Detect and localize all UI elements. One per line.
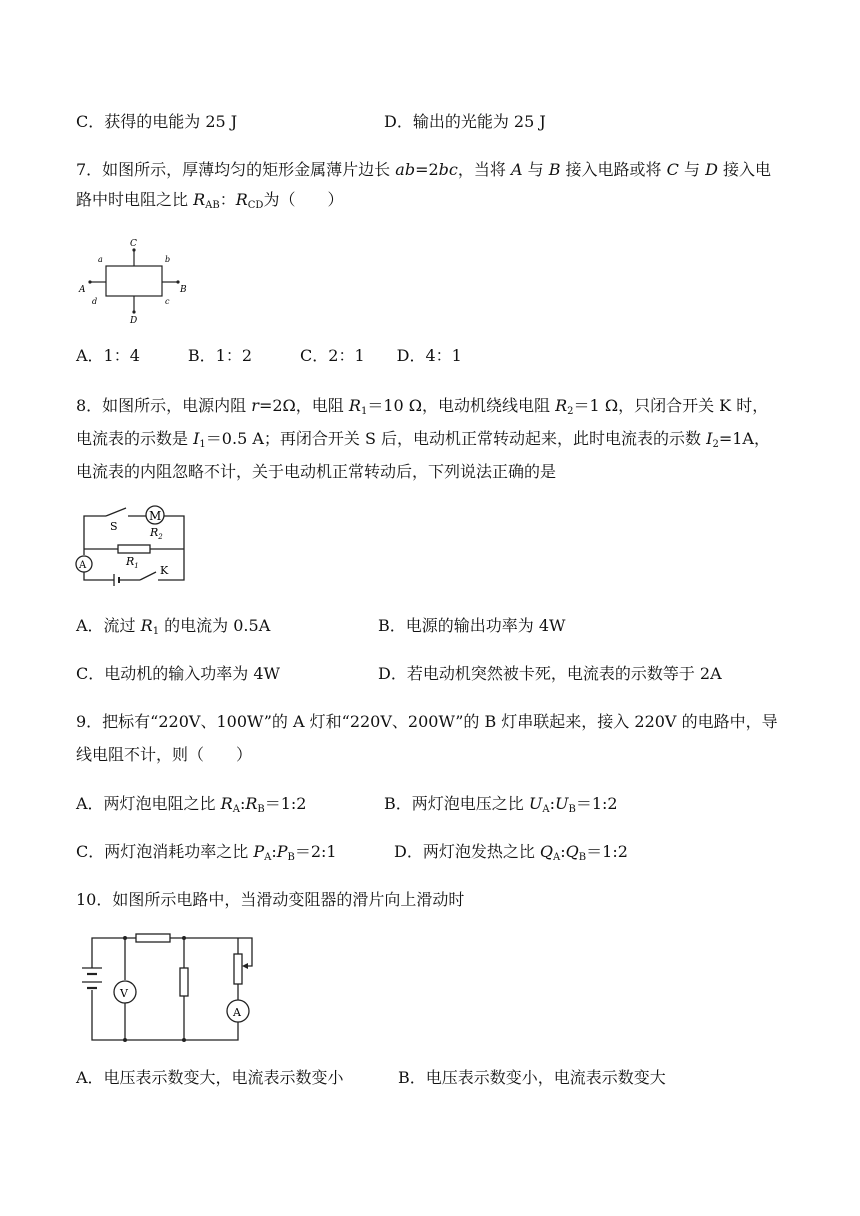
q8-circuit-figure [74, 500, 194, 590]
q10-ammeter-label: A [233, 1006, 241, 1019]
q6-option-c: C．获得的电能为 25 J [76, 112, 238, 131]
q9-option-a: A．两灯泡电阻之比 $R_A:R_B=1:2$ [76, 794, 307, 815]
q8-option-a: A．流过 $R_1$ 的电流为 0.5A [76, 616, 271, 637]
q7-label-a-upper: A [79, 285, 86, 295]
q6-option-d: D．输出的光能为 25 J [384, 112, 546, 131]
q9-option-b: B．两灯泡电压之比 $U_A:U_B=1:2$ [384, 794, 618, 815]
q7-label-b-upper: B [180, 285, 187, 295]
q8-option-b: B．电源的输出功率为 4W [378, 616, 566, 635]
q8-switch-s-label: S [110, 520, 118, 533]
q7-options: A．1：4 B．1：2 C．2：1 D．4：1 [76, 346, 462, 365]
q9-option-d: D．两灯泡发热之比 $Q_A:Q_B=1:2$ [394, 842, 628, 863]
q8-stem-line3: 电流表的内阻忽略不计，关于电动机正常转动后，下列说法正确的是 [76, 462, 557, 481]
q8-r1-label: $R_1$ [126, 555, 139, 570]
q9-stem-line1: 9．把标有“220V、100W”的 A 灯和“220V、200W”的 B 灯串联起来，接入 220V 的电路中，导 [76, 712, 778, 731]
q8-r2-label: $R_2$ [150, 526, 163, 541]
q8-option-d: D．若电动机突然被卡死，电流表的示数等于 2A [378, 664, 722, 683]
q8-switch-k-label: K [160, 564, 169, 577]
q8-stem-line1: 8．如图所示，电源内阻 r=2Ω，电阻 $R_1=10$ Ω，电动机绕线电阻 $R_2=1$ Ω，只闭合开关 K 时， [76, 396, 769, 417]
q7-label-c-lower: c [165, 297, 170, 306]
q7-label-c-upper: C [130, 239, 137, 249]
q10-voltmeter-label: V [120, 987, 128, 1000]
q10-option-b: B．电压表示数变小，电流表示数变大 [398, 1068, 666, 1087]
q10-stem: 10．如图所示电路中，当滑动变阻器的滑片向上滑动时 [76, 890, 465, 909]
q7-label-d-lower: d [92, 297, 98, 306]
q8-option-c: C．电动机的输入功率为 4W [76, 664, 280, 683]
q7-label-a-lower: a [98, 255, 103, 264]
q7-label-b-lower: b [165, 255, 171, 264]
q9-option-c: C．两灯泡消耗功率之比 $P_A:P_B=2:1$ [76, 842, 337, 863]
q7-stem-line1: 7．如图所示，厚薄均匀的矩形金属薄片边长 ab=2bc，当将 A 与 B 接入电路或将 C 与 D 接入电 [76, 160, 772, 179]
q8-stem-line2: 电流表的示数是 $I_1=0.5$ A；再闭合开关 S 后，电动机正常转动起来，此时电流表的示数 $I_2=1A$， [76, 429, 770, 450]
q8-motor-label: M [149, 509, 162, 523]
q10-circuit-figure [78, 928, 264, 1048]
q10-option-a: A．电压表示数变大，电流表示数变小 [76, 1068, 344, 1087]
q7-stem-line2: 路中时电阻之比 $R_{AB}$：$R_{CD}$为（ ） [76, 190, 344, 211]
q9-stem-line2: 线电阻不计，则（ ） [76, 745, 253, 764]
q8-ammeter-label: A [79, 560, 87, 571]
q7-metal-plate-figure [76, 232, 196, 326]
q7-label-d-upper: D [130, 316, 138, 326]
